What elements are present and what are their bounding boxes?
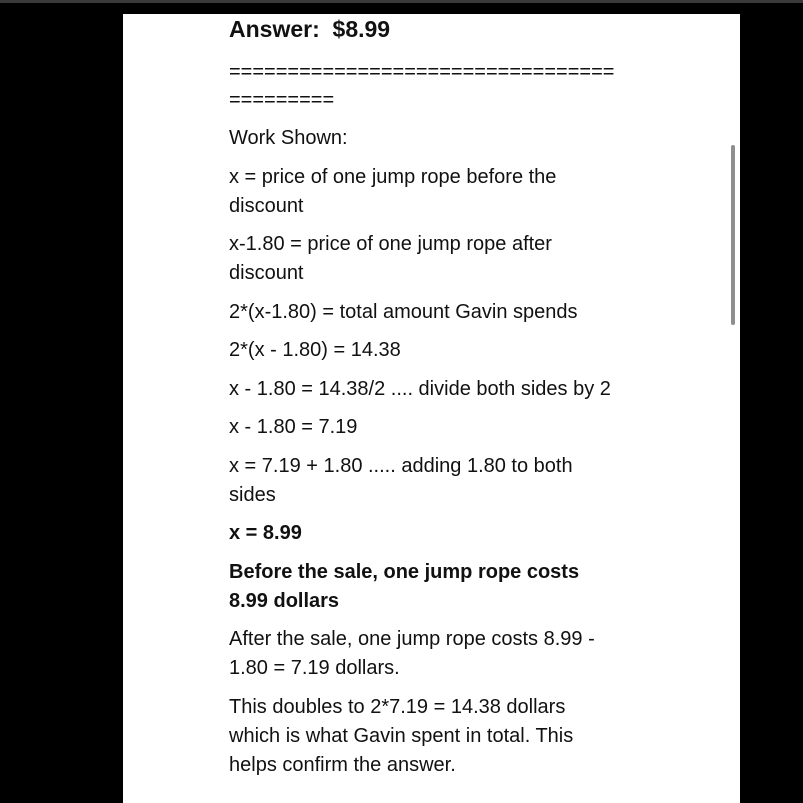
answer-content <box>229 14 621 789</box>
top-edge <box>0 0 803 3</box>
step-solution: x = 8.99 <box>229 522 302 544</box>
scrollbar-thumb[interactable] <box>731 145 735 325</box>
conclusion-text: Before the sale, one jump rope costs 8.99 dollars <box>229 560 580 612</box>
separator-line: ========================================== <box>229 61 615 111</box>
answer-document <box>123 14 740 803</box>
step-simplified: x - 1.80 = 7.19 <box>229 416 358 438</box>
step-total-expression: 2*(x-1.80) = total amount Gavin spends <box>229 300 578 323</box>
check-sale-price: After the sale, one jump rope costs 8.99 - 1.80 = 7.19 dollars. <box>229 628 595 679</box>
work-title: Work Shown: <box>229 127 348 149</box>
step-define-x: x = price of one jump rope before the discount <box>229 165 557 217</box>
check-total: This doubles to 2*7.19 = 14.38 dollars which is what Gavin spent in total. This helps confirm the answer. <box>229 695 574 776</box>
step-divide: x - 1.80 = 14.38/2 .... divide both sides by 2 <box>229 377 611 400</box>
answer-heading: Answer: $8.99 <box>229 16 391 42</box>
step-add: x = 7.19 + 1.80 ..... adding 1.80 to both sides <box>229 454 573 506</box>
step-equation: 2*(x - 1.80) = 14.38 <box>229 339 401 361</box>
step-discounted-price: x-1.80 = price of one jump rope after discount <box>229 233 552 284</box>
